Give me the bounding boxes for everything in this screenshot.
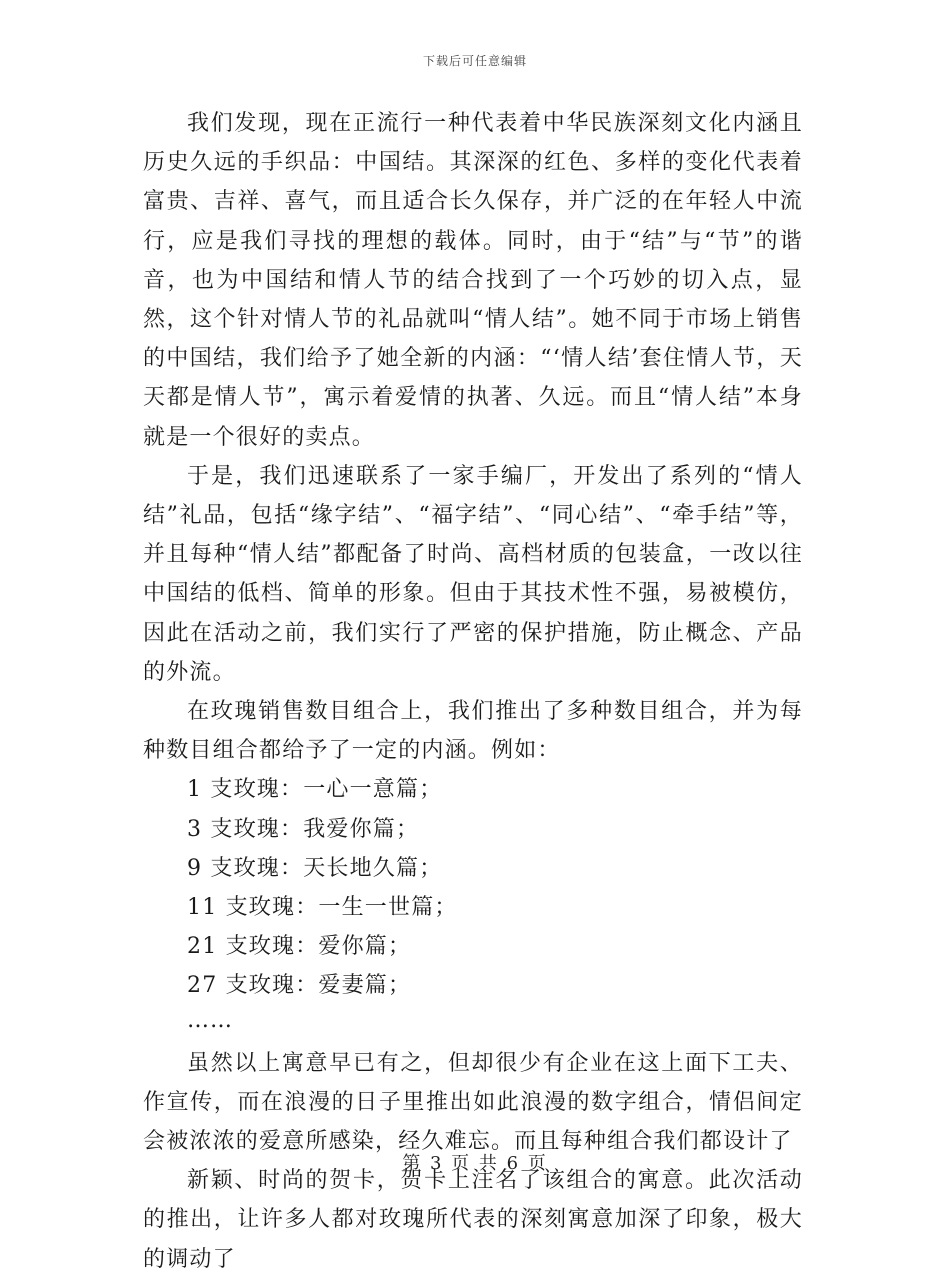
paragraph-rose-combinations: 在玫瑰销售数目组合上，我们推出了多种数目组合，并为每种数目组合都给予了一定的内涵。例如： [143,699,803,764]
list-ellipsis: …… [187,1007,233,1033]
paragraph-meaning: 虽然以上寓意早已有之，但却很少有企业在这上面下工夫、作宣传，而在浪漫的日子里推出如此浪漫的数字组合，情侣间定会被浓浓的爱意所感染，经久难忘。而且每种组合我们都设计了 [143,1050,803,1155]
list-item: 21 支玫瑰：爱你篇； [187,934,412,960]
list-item: 11 支玫瑰：一生一世篇； [187,895,458,921]
page-header: 下载后可任意编辑 [422,54,527,68]
paragraph-product-development: 于是，我们迅速联系了一家手编厂，开发出了系列的“情人结”礼品，包括“缘字结”、“福字结”、“同心结”、“牵手结”等，并且每种“情人结”都配备了时尚、高档材质的包装盒，一改以往中国结的低档、简单的形象。但由于其技术性不强，易被模仿，因此在活动之前，我们实行了严密的保护措施，防止概念、产品的外流。 [143,463,803,685]
paragraph-greeting-cards: 新颖、时尚的贺卡，贺卡上注名了该组合的寓意。此次活动的推出，让许多人都对玫瑰所代表的深刻寓意加深了印象，极大的调动了 [143,1168,803,1272]
list-item: 27 支玫瑰：爱妻篇； [187,973,412,999]
page-footer: 第 3 页 共 6 页 [402,1153,548,1174]
rose-combination-list [143,770,803,1005]
list-item: 3 支玫瑰：我爱你篇； [187,816,420,842]
list-item: 1 支玫瑰：一心一意篇； [187,777,443,803]
list-item: 9 支玫瑰：天长地久篇； [187,855,443,881]
paragraph-chinese-knot: 我们发现，现在正流行一种代表着中华民族深刻文化内涵且历史久远的手织品：中国结。其深深的红色、多样的变化代表着富贵、吉祥、喜气，而且适合长久保存，并广泛的在年轻人中流行，应是我们寻找的理想的载体。同时，由于“结”与“节”的谐音，也为中国结和情人节的结合找到了一个巧妙的切入点，显然，这个针对情人节的礼品就叫“情人结”。她不同于市场上销售的中国结，我们给予了她全新的内涵：“‘情人结’套住情人节，天天都是情人节”，寓示着爱情的执著、久远。而且“情人结”本身就是一个很好的卖点。 [143,111,803,450]
document-body [143,104,803,1279]
